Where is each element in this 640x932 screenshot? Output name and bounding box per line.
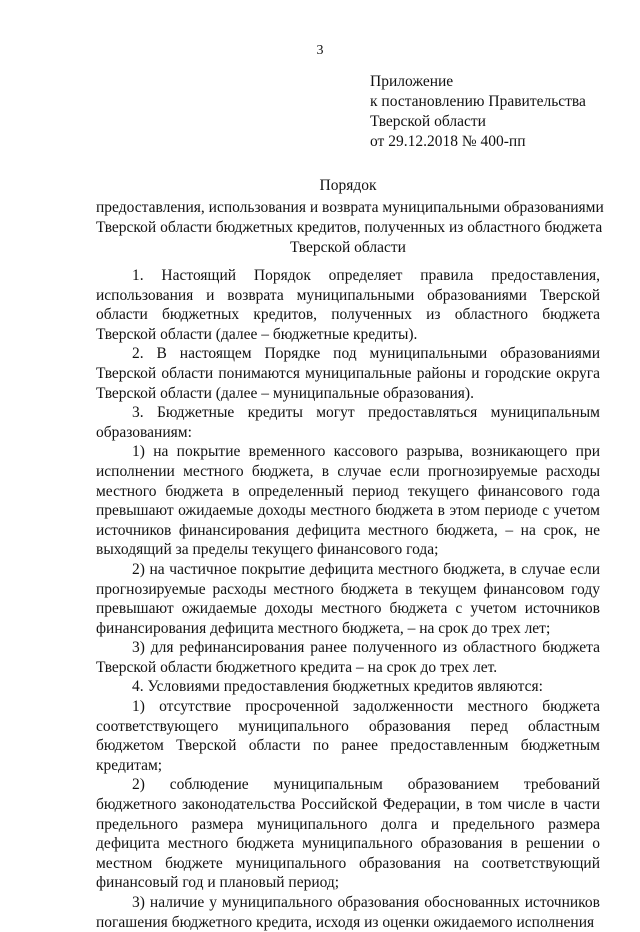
paragraph: 2) соблюдение муниципальным образованием требований бюджетного законодательства Российской Федерации, в том числе в части предельного размера муниципального долга и предельного размера дефицита местного бюджета муниципального образования в решении о местном бюджете муниципального образования на соответствующий финансовый год и плановый период; bbox=[96, 776, 600, 892]
appendix-line: к постановлению Правительства bbox=[370, 93, 586, 110]
document-title bbox=[96, 176, 604, 258]
paragraph: 1. Настоящий Порядок определяет правила предоставления, использования и возврата муниципальными образованиями Тверской области бюджетных кредитов, полученных из областного бюджета Тверской области (далее – бюджетные кредиты). bbox=[96, 267, 600, 343]
appendix-date-number: от 29.12.2018 № 400-пп bbox=[370, 133, 526, 150]
document-body bbox=[96, 266, 600, 932]
paragraph: 3) наличие у муниципального образования обоснованных источников погашения бюджетного кредита, исходя из оценки ожидаемого исполнения bbox=[96, 894, 600, 931]
paragraph: 2) на частичное покрытие дефицита местного бюджета, в случае если прогнозируемые расходы местного бюджета в текущем финансовом году превышают ожидаемые доходы местного бюджета с учетом источников финансирования дефицита местного бюджета, – на срок до трех лет; bbox=[96, 560, 600, 637]
document-name: Порядок bbox=[319, 177, 377, 194]
title-line: Тверской области bbox=[290, 239, 406, 256]
appendix-line: Тверской области bbox=[370, 113, 486, 130]
paragraph: 3. Бюджетные кредиты могут предоставляться муниципальным образованиям: bbox=[96, 404, 600, 441]
title-line: Тверской области бюджетных кредитов, полученных из областного бюджета bbox=[96, 219, 603, 236]
paragraph: 1) на покрытие временного кассового разрыва, возникающего при исполнении местного бюджета, в случае если прогнозируемые расходы местного бюджета в определенный период текущего финансового года превышают ожидаемые доходы местного бюджета в этом периоде с учетом источников финансирования дефицита местного бюджета, – на срок, не выходящий за пределы текущего финансового года; bbox=[96, 443, 600, 559]
appendix-line: Приложение bbox=[370, 73, 454, 90]
title-line: предоставления, использования и возврата муниципальными образованиями bbox=[96, 199, 604, 216]
paragraph: 4. Условиями предоставления бюджетных кредитов являются: bbox=[132, 678, 543, 696]
paragraph: 1) отсутствие просроченной задолженности местного бюджета соответствующего муниципального образования перед областным бюджетом Тверской области по ранее предоставленным бюджетным кредитам; bbox=[96, 698, 600, 774]
paragraph: 3) для рефинансирования ранее полученного из областного бюджета Тверской области бюджетного кредита – на срок до трех лет. bbox=[96, 639, 600, 676]
appendix-header bbox=[370, 72, 630, 152]
page-number: 3 bbox=[316, 43, 324, 58]
paragraph: 2. В настоящем Порядке под муниципальными образованиями Тверской области понимаются муниципальные районы и городские округа Тверской области (далее – муниципальные образования). bbox=[96, 345, 600, 402]
